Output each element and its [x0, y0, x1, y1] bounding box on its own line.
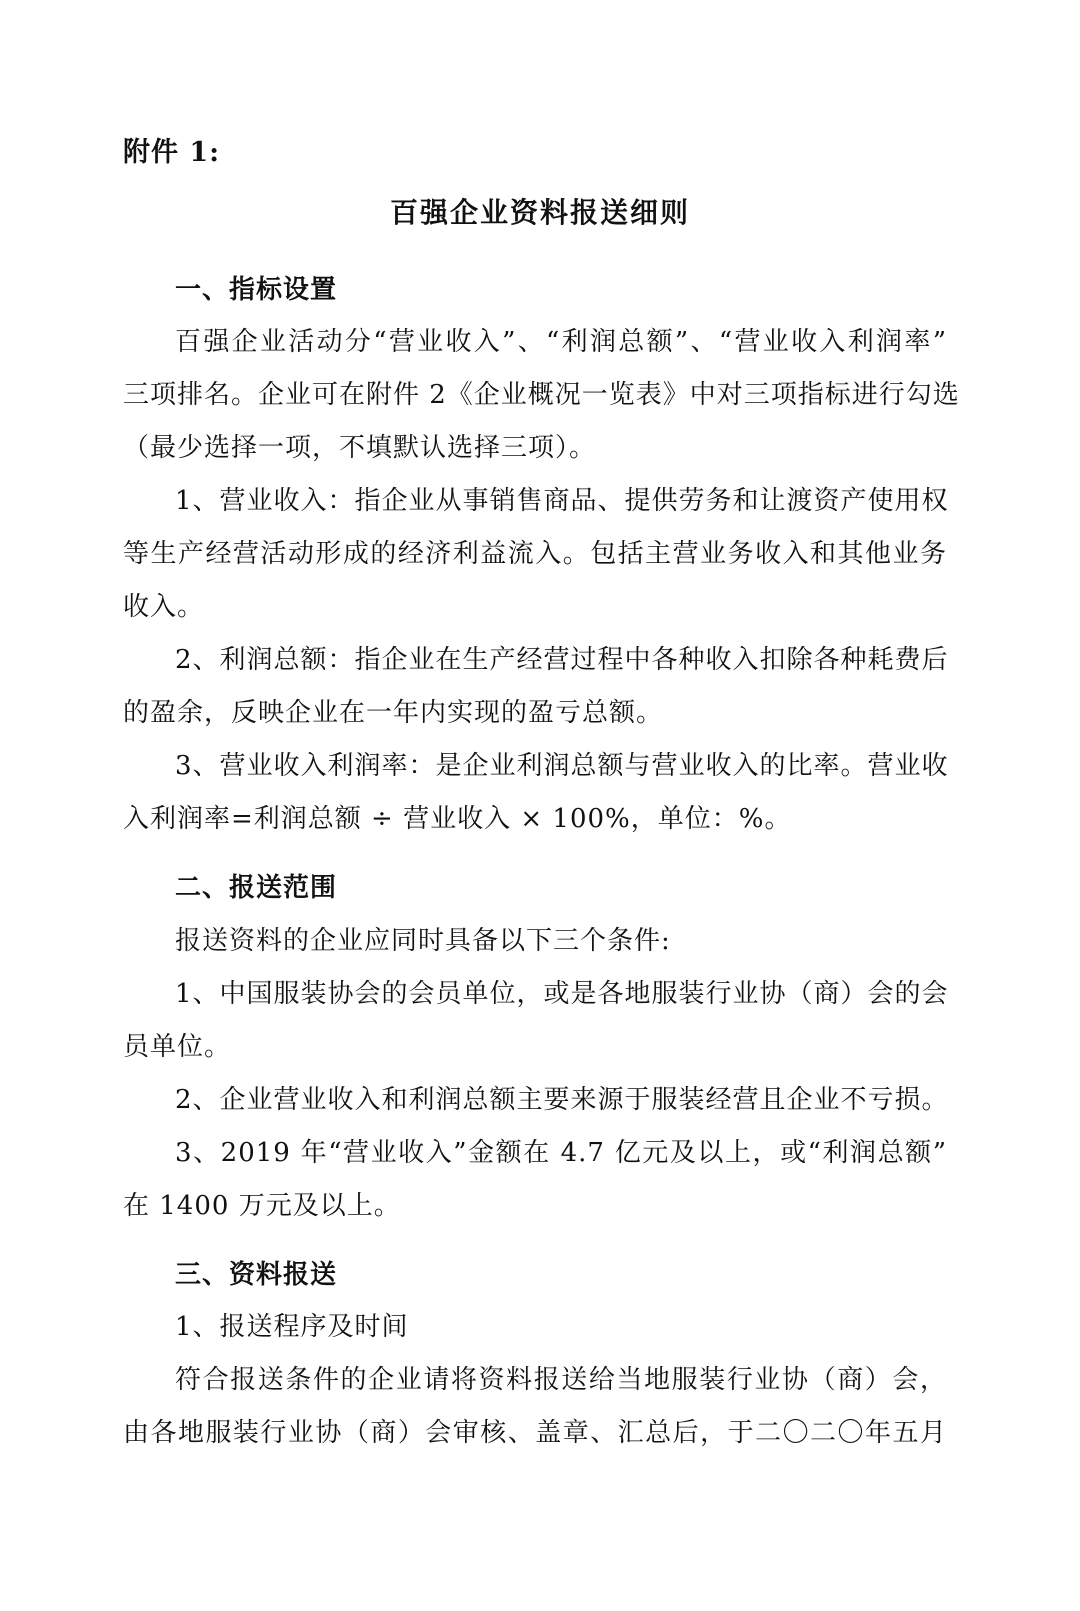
section-1-item-2-line: 的盈余，反映企业在一年内实现的盈亏总额。 — [123, 698, 664, 728]
section-1-intro-line: （最少选择一项，不填默认选择三项）。 — [123, 433, 597, 463]
section-3-paragraph-line: 由各地服装行业协（商）会审核、盖章、汇总后，于二〇二〇年五月 — [123, 1418, 947, 1448]
section-3-sub-1: 1、报送程序及时间 — [175, 1312, 409, 1342]
section-1-intro-line: 三项排名。企业可在附件 2《企业概况一览表》中对三项指标进行勾选 — [123, 380, 960, 410]
section-1-item-1-line: 1、营业收入：指企业从事销售商品、提供劳务和让渡资产使用权 — [175, 486, 949, 516]
section-2-item-1-line: 1、中国服装协会的会员单位，或是各地服装行业协（商）会的会 — [175, 979, 949, 1009]
section-2-item-3-line: 在 1400 万元及以上。 — [123, 1191, 401, 1221]
document-title: 百强企业资料报送细则 — [389, 196, 690, 229]
section-2-item-2: 2、企业营业收入和利润总额主要来源于服装经营且企业不亏损。 — [175, 1085, 949, 1115]
attachment-label: 附件 1: — [123, 137, 221, 168]
section-1-intro-line: 百强企业活动分“营业收入”、“利润总额”、“营业收入利润率” — [175, 327, 947, 357]
section-1-item-2-line: 2、利润总额：指企业在生产经营过程中各种收入扣除各种耗费后 — [175, 645, 949, 675]
section-2-item-1-line: 员单位。 — [123, 1032, 232, 1062]
section-3-heading: 三、资料报送 — [175, 1260, 338, 1290]
section-1-item-1-line: 收入。 — [123, 592, 205, 622]
section-1-item-3-line: 3、营业收入利润率：是企业利润总额与营业收入的比率。营业收 — [175, 751, 949, 781]
section-2-intro: 报送资料的企业应同时具备以下三个条件: — [175, 926, 671, 956]
section-1-item-3-line: 入利润率=利润总额 ÷ 营业收入 × 100%，单位：%。 — [123, 804, 792, 834]
section-1-heading: 一、指标设置 — [175, 275, 338, 305]
section-3-paragraph-line: 符合报送条件的企业请将资料报送给当地服装行业协（商）会， — [175, 1365, 947, 1395]
section-2-heading: 二、报送范围 — [175, 873, 338, 903]
section-2-item-3-line: 3、2019 年“营业收入”金额在 4.7 亿元及以上，或“利润总额” — [175, 1138, 947, 1168]
section-1-item-1-line: 等生产经营活动形成的经济利益流入。包括主营业务收入和其他业务 — [123, 539, 947, 569]
